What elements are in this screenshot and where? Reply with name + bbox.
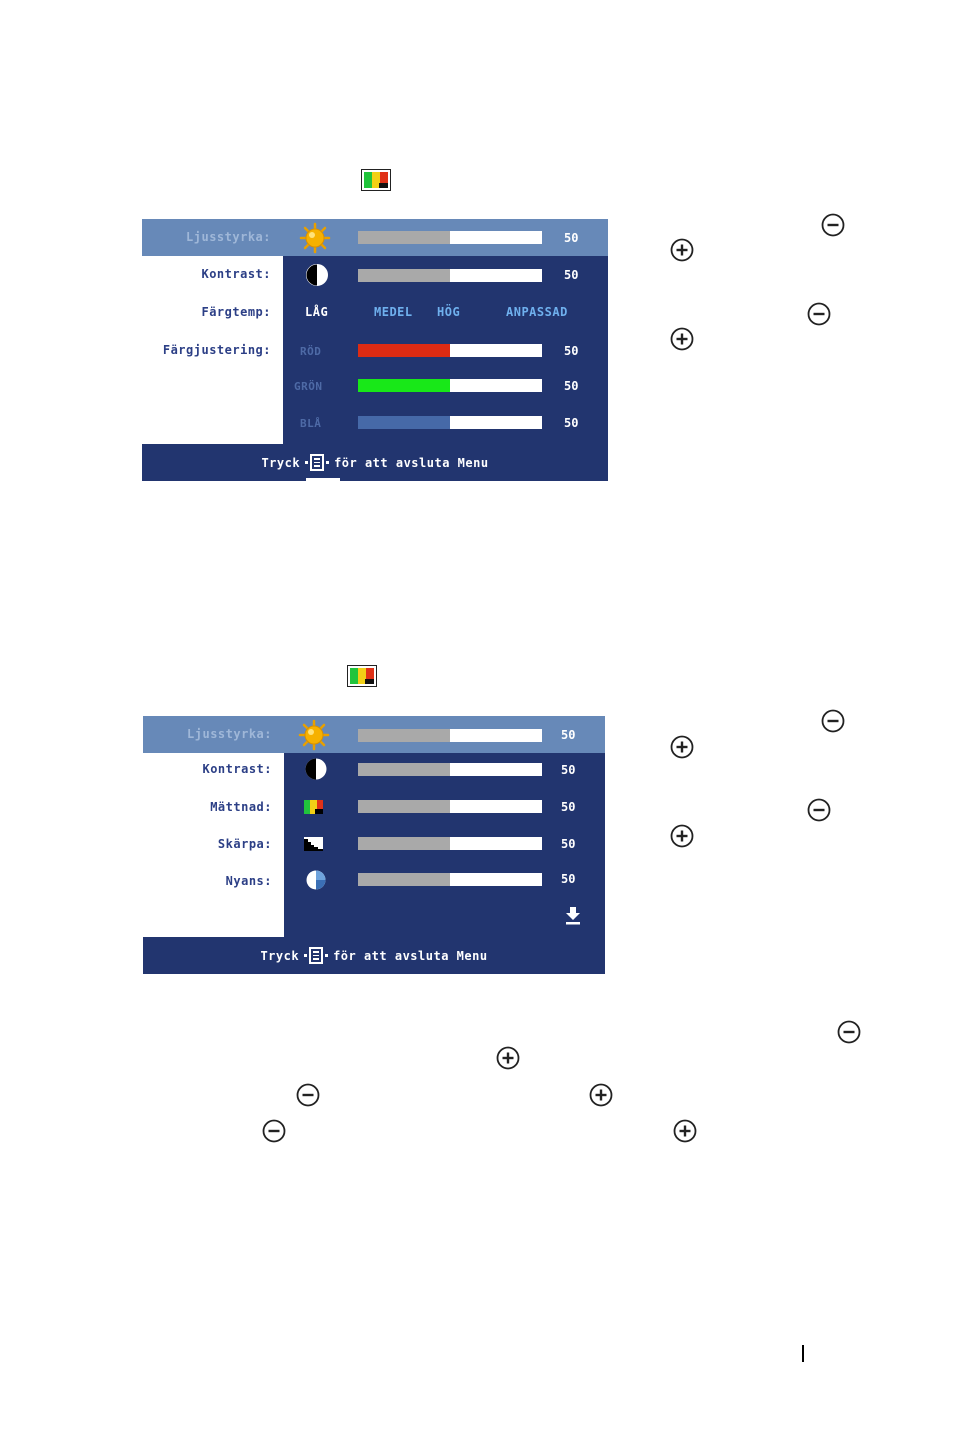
sun-icon — [298, 222, 332, 254]
tint-bar-fill — [358, 873, 450, 886]
contrast-icon — [304, 757, 328, 781]
plus-button-icon — [496, 1046, 520, 1070]
osd-footer — [143, 937, 605, 974]
menu-key-icon — [304, 947, 328, 964]
red-label: RÖD — [300, 345, 322, 358]
contrast-label[interactable]: Kontrast: — [201, 267, 271, 281]
contrast-value: 50 — [561, 763, 576, 777]
sharpness-label[interactable]: Skärpa: — [217, 837, 272, 851]
color-temp-custom[interactable]: ANPASSAD — [506, 305, 568, 319]
blue-bar[interactable] — [358, 416, 542, 429]
brightness-value: 50 — [561, 728, 576, 742]
contrast-label[interactable]: Kontrast: — [202, 762, 272, 776]
color-bars-icon — [304, 800, 323, 814]
scroll-down-arrow-icon[interactable] — [565, 907, 581, 925]
saturation-value: 50 — [561, 800, 576, 814]
contrast-bar-fill — [358, 269, 450, 282]
color-settings-icon — [361, 169, 391, 191]
tint-bar[interactable] — [358, 873, 542, 886]
saturation-bar-fill — [358, 800, 450, 813]
sharpness-icon — [304, 837, 323, 851]
contrast-bar[interactable] — [358, 269, 542, 282]
brightness-bar-fill — [358, 231, 450, 244]
tint-icon — [305, 869, 327, 891]
red-value: 50 — [564, 344, 579, 358]
color-temp-low[interactable]: LÅG — [305, 305, 329, 319]
minus-button-icon — [821, 709, 845, 733]
red-bar[interactable] — [358, 344, 542, 357]
saturation-bar[interactable] — [358, 800, 542, 813]
minus-button-icon — [262, 1119, 286, 1143]
color-temp-medium[interactable]: MEDEL — [374, 305, 413, 319]
footer-text-before: Tryck — [260, 948, 300, 963]
plus-button-icon — [589, 1083, 613, 1107]
brightness-bar[interactable] — [358, 231, 542, 244]
footer-tab-marker — [306, 478, 340, 481]
plus-button-icon — [670, 735, 694, 759]
plus-button-icon — [670, 238, 694, 262]
osd-footer — [142, 444, 608, 481]
brightness-value: 50 — [564, 231, 579, 245]
green-bar[interactable] — [358, 379, 542, 392]
color-temp-label[interactable]: Färgtemp: — [201, 305, 271, 319]
page-number-rule — [802, 1345, 804, 1362]
osd-menu-color-settings — [142, 219, 608, 481]
contrast-bar[interactable] — [358, 763, 542, 776]
minus-button-icon — [837, 1020, 861, 1044]
footer-text-after: för att avsluta Menu — [333, 948, 488, 963]
footer-text-after: för att avsluta Menu — [334, 455, 489, 470]
green-bar-fill — [358, 379, 450, 392]
brightness-bar-fill — [358, 729, 450, 742]
tint-label[interactable]: Nyans: — [225, 874, 272, 888]
footer-text-before: Tryck — [261, 455, 301, 470]
sharpness-bar[interactable] — [358, 837, 542, 850]
minus-button-icon — [821, 213, 845, 237]
color-adjust-label[interactable]: Färgjustering: — [162, 343, 271, 357]
contrast-icon — [305, 263, 329, 287]
plus-button-icon — [670, 824, 694, 848]
plus-button-icon — [673, 1119, 697, 1143]
color-settings-icon — [347, 665, 377, 687]
brightness-label[interactable]: Ljusstyrka: — [186, 230, 271, 244]
blue-label: BLÅ — [300, 417, 322, 430]
osd-menu-video-settings — [143, 716, 605, 974]
minus-button-icon — [296, 1083, 320, 1107]
tint-value: 50 — [561, 872, 576, 886]
red-bar-fill — [358, 344, 450, 357]
blue-value: 50 — [564, 416, 579, 430]
contrast-value: 50 — [564, 268, 579, 282]
minus-button-icon — [807, 798, 831, 822]
brightness-bar[interactable] — [358, 729, 542, 742]
sharpness-bar-fill — [358, 837, 450, 850]
plus-button-icon — [670, 327, 694, 351]
saturation-label[interactable]: Mättnad: — [210, 800, 272, 814]
color-temp-high[interactable]: HÖG — [437, 305, 461, 319]
blue-bar-fill — [358, 416, 450, 429]
brightness-label[interactable]: Ljusstyrka: — [187, 727, 272, 741]
sun-icon — [297, 719, 331, 751]
green-label: GRÖN — [294, 380, 323, 393]
green-value: 50 — [564, 379, 579, 393]
sharpness-value: 50 — [561, 837, 576, 851]
minus-button-icon — [807, 302, 831, 326]
menu-key-icon — [305, 454, 329, 471]
contrast-bar-fill — [358, 763, 450, 776]
